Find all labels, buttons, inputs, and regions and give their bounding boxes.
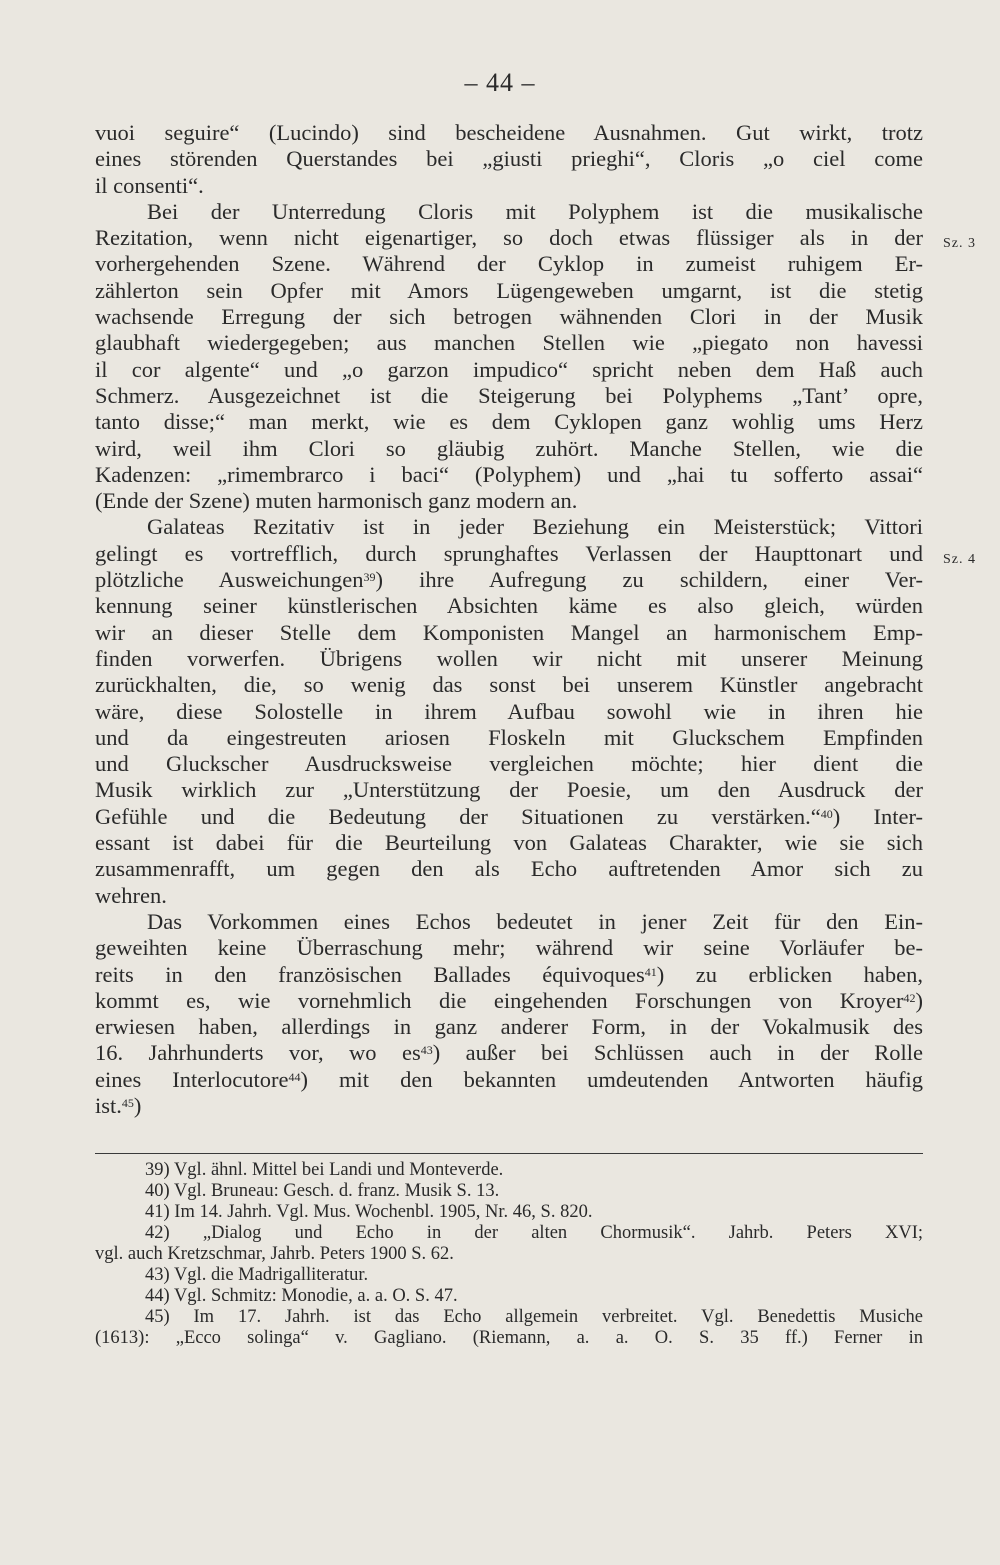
text-line: Rezitation, wenn nicht eigenartiger, so doch etwas flüssiger als in der [95,225,923,251]
text-line: essant ist dabei für die Beurteilung von Galateas Charakter, wie sie sich [95,830,923,856]
text-segment: kommt es, wie vornehmlich die eingehenden Forschungen von Kroyer [95,987,904,1013]
text-segment: außer bei Schlüssen auch in der Rolle [465,1040,923,1066]
text-segment: mit den bekannten umdeutenden Antworten häufig [339,1066,923,1092]
footnote: 41) Im 14. Jahrh. Vgl. Mus. Wochenbl. 1905, Nr. 46, S. 820. [145,1202,593,1222]
text-line: wachsende Erregung der sich betrogen wähnenden Clori in der Musik [95,304,923,330]
margin-note-scene: Sz. 4 [943,552,976,567]
text-line: eines störenden Querstandes bei „giusti prieghi“, Cloris „o ciel come [95,146,923,172]
footnote-divider [95,1153,923,1154]
text-line: kennung seiner künstlerischen Absichten käme es also gleich, würden [95,593,923,619]
margin-note-scene: Sz. 3 [943,236,976,251]
text-line: und Gluckscher Ausdrucksweise vergleichen möchte; hier dient die [95,751,923,777]
text-line: il cor algente“ und „o garzon impudico“ spricht neben dem Haß auch [95,356,923,382]
text-line: wir an dieser Stelle dem Komponisten Mangel an harmonischem Emp- [95,619,923,645]
text-line: il consenti“. [95,172,204,198]
text-segment: Gefühle und die Bedeutung der Situationen zu verstärken.“ [95,803,821,829]
footnote-continuation: vgl. auch Kretzschmar, Jahrb. Peters 1900 S. 62. [95,1244,454,1264]
page-number: – 44 – [464,68,536,97]
text-line: Gefühle und die Bedeutung der Situationen zu verstärken.“$^{40}$) Inter- [95,803,923,829]
text-line: gelingt es vortrefflich, durch sprunghaftes Verlassen der Haupttonart und [95,540,923,566]
text-line: reits in den französischen Ballades équivoques$^{41}$) zu erblicken haben, [95,961,923,987]
text-line: vuoi seguire“ (Lucindo) sind bescheidene Ausnahmen. Gut wirkt, trotz [95,120,923,145]
text-line: wäre, diese Solostelle in ihrem Aufbau sowohl wie in ihren hie [95,698,923,724]
text-line: erwiesen haben, allerdings in ganz anderer Form, in der Vokalmusik des [95,1014,923,1040]
text-segment: eines Interlocutore [95,1066,289,1092]
text-segment: ihre Aufregung zu schildern, einer Ver- [419,567,923,593]
footnote-ref[interactable]: 40 [820,806,833,821]
footnote: 44) Vgl. Schmitz: Monodie, a. a. O. S. 47. [145,1286,458,1306]
text-line: Musik wirklich zur „Unterstützung der Poesie, um den Ausdruck der [95,777,923,803]
main-text [95,120,923,1119]
text-line: und da eingestreuten ariosen Floskeln mit Gluckschem Empfinden [95,724,923,750]
text-segment: plötzliche Ausweichungen [95,567,364,593]
text-line: eines Interlocutore$^{44}$) mit den bekannten umdeutenden Antworten häufig [95,1066,923,1092]
footnote: 42) „Dialog und Echo in der alten Chormusik“. Jahrb. Peters XVI; [145,1223,923,1243]
text-line: Bei der Unterredung Cloris mit Polyphem ist die musikalische [147,198,923,224]
text-line: ist.$^{45}$) [95,1092,142,1118]
footnote-ref[interactable]: 42 [903,990,916,1005]
text-line: finden vorwerfen. Übrigens wollen wir nicht mit unserer Meinung [95,645,923,671]
text-line: wird, weil ihm Clori so gläubig zuhört. Manche Stellen, wie die [95,435,923,461]
text-line: geweihten keine Überraschung mehr; während wir seine Vorläufer be- [95,935,923,961]
text-line: plötzliche Ausweichungen$^{39}$) ihre Aufregung zu schildern, einer Ver- [95,567,923,593]
text-segment: reits in den französischen Ballades équivoques [95,961,645,987]
text-line: tanto disse;“ man merkt, wie es dem Cyklopen ganz wohlig ums Herz [95,409,923,435]
text-line: glaubhaft wiedergegeben; aus manchen Stellen wie „piegato non havessi [95,330,923,356]
text-line: Das Vorkommen eines Echos bedeutet in jener Zeit für den Ein- [147,908,923,934]
text-segment: 16. Jahrhunderts vor, wo es [95,1040,421,1066]
text-line: zusammenrafft, um gegen den als Echo auftretenden Amor sich zu [95,856,923,882]
text-line: Galateas Rezitativ ist in jeder Beziehung ein Meisterstück; Vittori [147,514,923,540]
text-line: zurückhalten, die, so wenig das sonst bei unserem Künstler angebracht [95,672,923,698]
text-line: wehren. [95,882,167,908]
text-line: Schmerz. Ausgezeichnet ist die Steigerung bei Polyphems „Tant’ opre, [95,382,923,408]
text-line: 16. Jahrhunderts vor, wo $es^{43}$) außer bei Schlüssen auch in der Rolle [95,1040,923,1066]
text-segment: Inter- [873,803,923,829]
text-line: kommt es, wie vornehmlich die eingehenden Forschungen von Kroyer$^{42}$) [95,987,923,1013]
text-line: Kadenzen: „rimembrarco i baci“ (Polyphem) und „hai tu sofferto assai“ [95,461,923,487]
footnote-ref[interactable]: 44 [288,1069,301,1084]
footnote: 39) Vgl. ähnl. Mittel bei Landi und Monteverde. [145,1160,504,1180]
text-line: (Ende der Szene) muten harmonisch ganz modern an. [95,488,578,514]
footnote: 43) Vgl. die Madrigalliteratur. [145,1265,369,1285]
footnote: 45) Im 17. Jahrh. ist das Echo allgemein verbreitet. Vgl. Benedettis Musiche [145,1307,923,1327]
text-line: zählerton sein Opfer mit Amors Lügengeweben umgarnt, ist die stetig [95,277,923,303]
text-segment: zu erblicken haben, [695,961,923,987]
footnote-ref[interactable]: 45 [121,1095,134,1110]
footnote-ref[interactable]: 39 [363,570,376,585]
footnote: 40) Vgl. Bruneau: Gesch. d. franz. Musik S. 13. [145,1181,500,1201]
text-segment: ist. [95,1092,122,1118]
text-line: vorhergehenden Szene. Während der Cyklop in zumeist ruhigem Er- [95,251,923,277]
footnote-continuation: (1613): „Ecco solinga“ v. Gagliano. (Riemann, a. a. O. S. 35 ff.) Ferner in [95,1328,923,1348]
footnotes [95,1160,923,1349]
footnote-ref[interactable]: 43 [420,1043,433,1058]
footnote-ref[interactable]: 41 [644,964,657,979]
